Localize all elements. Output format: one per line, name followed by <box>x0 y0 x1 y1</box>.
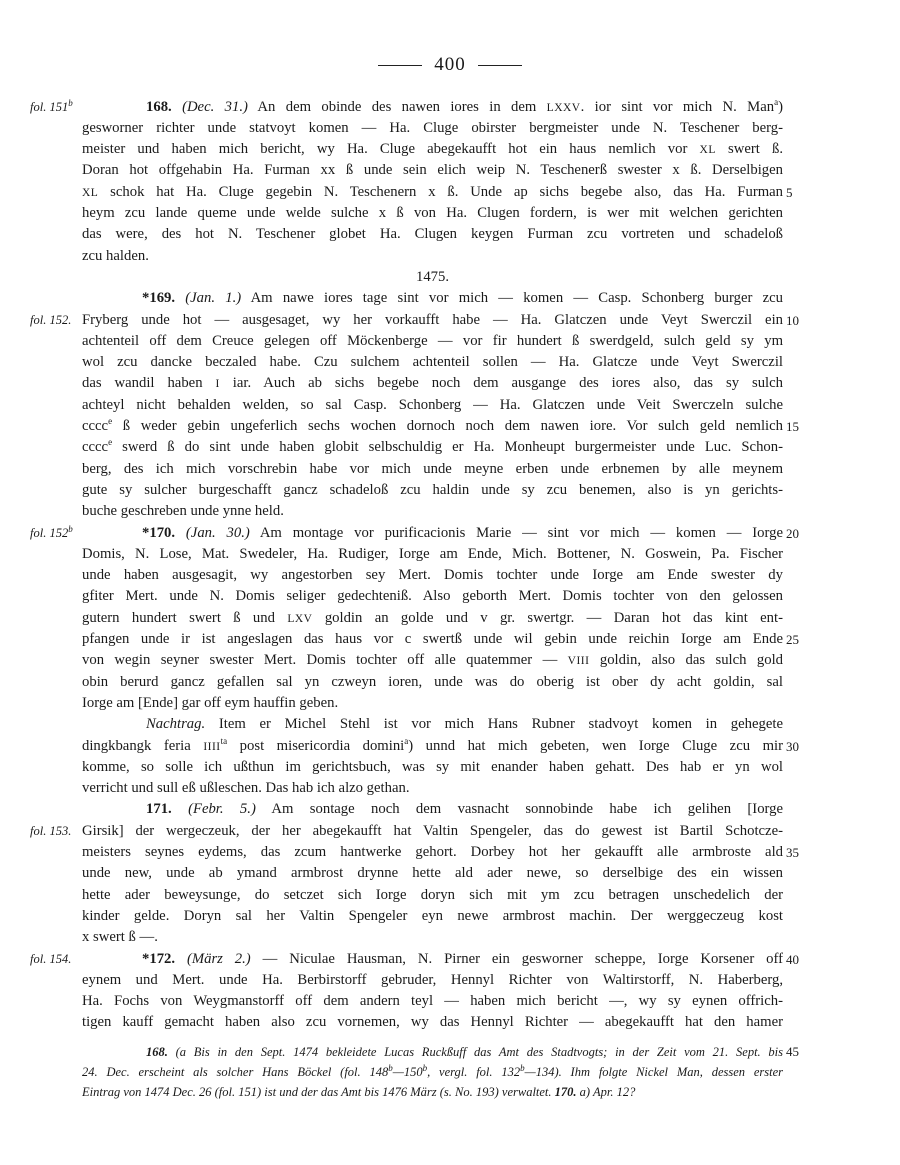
text-line <box>142 288 783 309</box>
text-run: Am sontage noch dem vasnacht sonnobinde habe ich gelihen [Iorge <box>255 801 783 818</box>
text-run: komme, so solle ich ußthun im gerichtsbuch, was sy mit enander haben gehatt. Des hab er yn wol <box>82 758 783 775</box>
text-run: Eintrag von 1474 Dec. 26 (fol. 151) ist und der das Amt bis 1476 März (s. No. 193) verwaltet. <box>82 1085 555 1099</box>
text-line <box>142 523 783 544</box>
text-run: I <box>215 378 220 391</box>
text-run: a <box>774 96 779 107</box>
text-run: iar. Auch ab sichs begebe noch dem ausgange des iores also, das sy sulch <box>219 375 783 392</box>
text-line <box>82 160 783 181</box>
folio-text: fol. 154. <box>30 951 72 966</box>
text-line <box>82 927 783 948</box>
text-run: das were, des hot N. Teschener globet Ha. Clugen keygen Furman zcu vortreten und schadeloß <box>82 226 783 243</box>
text-line <box>142 949 783 970</box>
folio-marker <box>30 523 80 544</box>
text-run: post misericordia domini <box>227 737 405 754</box>
text-run: —150 <box>392 1065 423 1079</box>
folio-text: fol. 152. <box>30 312 72 327</box>
text-run: *170. <box>142 524 186 541</box>
text-run: tigen kauff gemacht haben also zcu vornemen, wy das Hennyl Richter — abegekaufft hat den hamer <box>82 1014 783 1031</box>
folio-marker <box>30 310 80 331</box>
text-line <box>82 885 783 906</box>
text-run: XL <box>699 144 716 157</box>
text-run: cccc <box>82 439 109 456</box>
text-run: , vergl. fol. 132 <box>427 1065 521 1079</box>
margin-line-number: 45 <box>786 1044 799 1059</box>
text-run: ) <box>778 98 783 115</box>
text-run: x swert ß —. <box>82 929 158 946</box>
folio-marker <box>30 949 80 970</box>
text-run: kinder gelde. Doryn sal her Valtin Spengeler eyn newe armbrost machin. Der werggeczeug kost <box>82 907 783 924</box>
folio-marker <box>30 97 80 118</box>
text-line <box>82 501 783 522</box>
text-run: hette ader beweysunge, do setczet sich Iorge doryn sich mit ym zcu betragen unschedelich der <box>82 886 783 903</box>
text-run: . ior sint vor mich N. Man <box>580 98 775 115</box>
text-run: 168. <box>146 98 183 115</box>
text-run: a) Apr. 12? <box>576 1085 636 1099</box>
text-run: obin berurd gancz gefallen sal yn czweyn ioren, unde was do oberig ist ober dy acht goldin, sal <box>82 673 783 690</box>
text-run: (a Bis in den Sept. 1474 bekleidete Lucas Ruckßuff das Amt des Stadtvogts; in der Zeit vom 21. Sept. bis <box>175 1045 783 1059</box>
text-line <box>82 203 783 224</box>
text-run: goldin an golde und v gr. swertgr. — Daran hot das kint ent- <box>312 609 783 626</box>
text-run: dingkbangk feria <box>82 737 204 754</box>
text-run: Am montage vor purificacionis Marie — sint vor mich — komen — Iorge <box>249 524 783 541</box>
margin-line-number: 25 <box>786 632 799 647</box>
margin-line-number: 35 <box>786 845 799 860</box>
text-line <box>82 310 783 331</box>
text-run: e <box>108 437 113 448</box>
text-line <box>82 480 783 501</box>
text-run: meisters seynes eydems, das zcum hantwerke gehort. Dorbey hot her gekaufft alle armbroste ald <box>82 844 783 860</box>
text-run: (Dec. 31.) <box>182 98 248 115</box>
text-run: verricht und sull eß ußleschen. Das hab ich alzo gethan. <box>82 780 410 797</box>
text-run: (Febr. 5.) <box>188 801 256 818</box>
text-run: unde new, unde ab ymand armbrost drynne hette ald ader newe, so derselbige des ein wissen <box>82 865 783 882</box>
header-rule-left <box>378 65 422 66</box>
text-line <box>82 224 783 245</box>
text-run: b <box>520 1062 525 1073</box>
text-line <box>146 714 783 735</box>
text-run: Girsik] der wergeczeuk, der her abegekaufft hat Valtin Spengeler, das do gewest ist Bartil Schotcze- <box>82 822 783 839</box>
margin-line-number: 30 <box>786 738 799 754</box>
margin-line-number: 15 <box>786 419 799 434</box>
text-line <box>82 586 783 607</box>
text-run: (Jan. 1.) <box>185 290 242 307</box>
text-line <box>82 991 783 1012</box>
text-run: IIII <box>203 740 221 753</box>
text-run: —134). Ihm folgte Nickel Man, dessen erster <box>524 1065 783 1079</box>
margin-line-number: 10 <box>786 312 799 328</box>
text-run: Nachtrag. <box>146 716 206 733</box>
text-run: wol zcu dancke beczaled habe. Czu sulchem achtenteil sollen — Ha. Glatcze unde Veyt Swerczil <box>82 354 783 371</box>
margin-line-number: 40 <box>786 951 799 967</box>
text-line <box>82 373 783 394</box>
text-run: ) unnd hat mich gebeten, wen Iorge Cluge zcu mir <box>408 737 783 754</box>
footnote-line <box>82 1082 783 1102</box>
text-run: das wandil haben <box>82 375 216 392</box>
text-line <box>82 416 783 437</box>
text-run: heym zcu lande queme unde welde sulche x ß von Ha. Clugen fordern, is wer mit welchen gerichten <box>82 205 783 221</box>
text-line <box>82 352 783 373</box>
text-run: swert ß. <box>715 141 783 158</box>
text-run: Ha. Fochs von Weygmanstorff off dem andern teyl — haben mich bericht —, wy sy eynen offrich- <box>82 993 783 1010</box>
text-run: — Niculae Hausman, N. Pirner ein gesworner scheppe, Iorge Korsener off <box>250 950 783 967</box>
header-rule-right <box>478 65 522 66</box>
text-run: XL <box>82 186 99 199</box>
footnote-line <box>146 1042 783 1062</box>
text-run: e <box>108 416 113 427</box>
text-run: LXXV <box>546 101 581 114</box>
text-line <box>82 842 783 863</box>
text-run: gutern hundert swert ß und <box>82 609 288 626</box>
page-header <box>0 54 900 76</box>
text-line <box>82 863 783 884</box>
folio-text: fol. 153. <box>30 823 72 838</box>
text-run: LXV <box>287 612 313 625</box>
text-run: a <box>404 735 409 746</box>
folio-text: fol. 151 <box>30 99 69 114</box>
text-run: swerd ß do sint unde haben globit selbschuldig er Ha. Monheupt burgermeister unde Luc. Schon- <box>112 439 783 456</box>
text-run: pfangen unde ir ist angeslagen das haus vor c swertß unde wil gebin unde reichin Iorge am Ende <box>82 631 783 647</box>
text-run: gute sy sulcher burgeschafft gancz schadeloß zcu haldin unde sy zcu benemen, also is yn gerichts- <box>82 481 783 498</box>
text-run: meister und haben mich bericht, wy Ha. Cluge abegekaufft hot ein haus nemlich vor <box>82 141 700 158</box>
text-line <box>82 459 783 480</box>
text-line <box>82 395 783 416</box>
text-line <box>82 629 783 650</box>
text-line <box>82 139 783 160</box>
text-line <box>82 970 783 991</box>
text-line <box>82 608 783 629</box>
text-run: von wegin seyner swester Mert. Domis tochter off alle quatemmer — <box>82 652 568 669</box>
text-line <box>82 693 783 714</box>
text-line <box>82 331 783 352</box>
text-run: An dem obinde des nawen iores in dem <box>247 98 547 115</box>
text-line <box>82 650 783 671</box>
footnote-line <box>82 1062 783 1082</box>
margin-line-number: 5 <box>786 184 793 200</box>
text-run: 168. <box>146 1045 176 1059</box>
text-line <box>82 565 783 586</box>
text-line <box>82 778 783 799</box>
text-run: Iorge am [Ende] gar off eym hauffin geben. <box>82 694 339 711</box>
text-line <box>82 757 783 778</box>
folio-sup: b <box>68 523 73 534</box>
text-run: (März 2.) <box>186 950 251 967</box>
year-heading: 1475. <box>415 268 450 285</box>
text-line <box>82 544 783 565</box>
text-line <box>82 118 783 139</box>
text-run: 24. Dec. erscheint als solcher Hans Böckel (fol. 148 <box>82 1065 389 1079</box>
folio-marker <box>30 821 80 842</box>
text-run: zcu halden. <box>82 247 149 264</box>
text-run: 171. <box>146 801 189 818</box>
folio-text: fol. 152 <box>30 525 69 540</box>
text-line <box>82 672 783 693</box>
text-run: buche geschreben unde ynne held. <box>82 503 284 520</box>
margin-line-number: 20 <box>786 525 799 541</box>
page-number: 400 <box>434 54 466 75</box>
text-run: unde haben ausgesagit, wy angestorben sey Mert. Domis tochter unde Iorge am Ende swester dy <box>82 567 783 584</box>
text-line <box>146 799 783 820</box>
text-run: Domis, N. Lose, Mat. Swedeler, Ha. Rudiger, Iorge am Ende, Mich. Bottener, N. Goswein, Pa. Fischer <box>82 545 783 562</box>
text-run: 170. <box>554 1085 577 1099</box>
text-line <box>146 97 783 118</box>
text-run: berg, des ich mich vorschrebin habe vor mich unde meyne erben unde erbnemen by alle meynem <box>82 460 783 477</box>
folio-sup: b <box>68 97 73 108</box>
text-run: achtenteil off dem Creuce gelegen off Möckenberge — vor fir hundert ß swerdgeld, sulch geld sy ym <box>82 332 783 349</box>
text-line <box>82 821 783 842</box>
text-line <box>82 1012 783 1033</box>
text-run: gesworner richter unde statvoyt komen — Ha. Cluge obirster bergmeister unde N. Teschener berg- <box>82 119 783 136</box>
text-run: ta <box>220 735 228 746</box>
text-run: Fryberg unde hot — ausgesaget, wy her vorkaufft habe — Ha. Glatczen unde Veyt Swerczil ein <box>82 311 783 328</box>
text-line <box>82 736 783 757</box>
text-run: b <box>422 1062 428 1073</box>
text-run: *172. <box>142 950 187 967</box>
text-run: b <box>388 1062 393 1073</box>
text-run: *169. <box>142 290 186 307</box>
text-line <box>82 182 783 203</box>
text-line <box>82 246 783 267</box>
text-run: eynem und Mert. unde Ha. Berbirstorff gebruder, Hennyl Richter von Waltirstorff, N. Haberberg, <box>82 971 783 988</box>
text-run: gfiter Mert. unde N. Domis seliger gedechteniß. Also geborth Mert. Domis tochter von den gelossen <box>82 588 783 605</box>
text-run: achteyl nicht behalden welden, so sal Casp. Schonberg — Ha. Glatczen unde Veit Swerczeln sulche <box>82 396 783 413</box>
text-run: Doran hot offgehabin Ha. Furman xx ß unde sein elich weip N. Teschenerß swester x ß. Derselbigen <box>82 162 783 179</box>
text-run: Am nawe iores tage sint vor mich — komen — Casp. Schonberg burger zcu <box>241 290 783 307</box>
text-line <box>82 437 783 458</box>
text-run: goldin, also das sulch gold <box>589 652 783 669</box>
text-line <box>82 906 783 927</box>
text-run: cccc <box>82 418 109 434</box>
text-run: ß weder gebin ungeferlich sechs wochen dornoch noch dem nawen iore. Vor sulch geld nemlich <box>112 418 783 434</box>
text-run: schok hat Ha. Cluge gegebin N. Teschenern x ß. Unde ap sichs begebe also, das Ha. Furman <box>98 183 783 200</box>
text-run: VIII <box>567 655 590 668</box>
text-run: Item er Michel Stehl ist vor mich Hans Rubner stadvoyt komen in gehegete <box>205 716 783 733</box>
text-run: (Jan. 30.) <box>185 524 250 541</box>
